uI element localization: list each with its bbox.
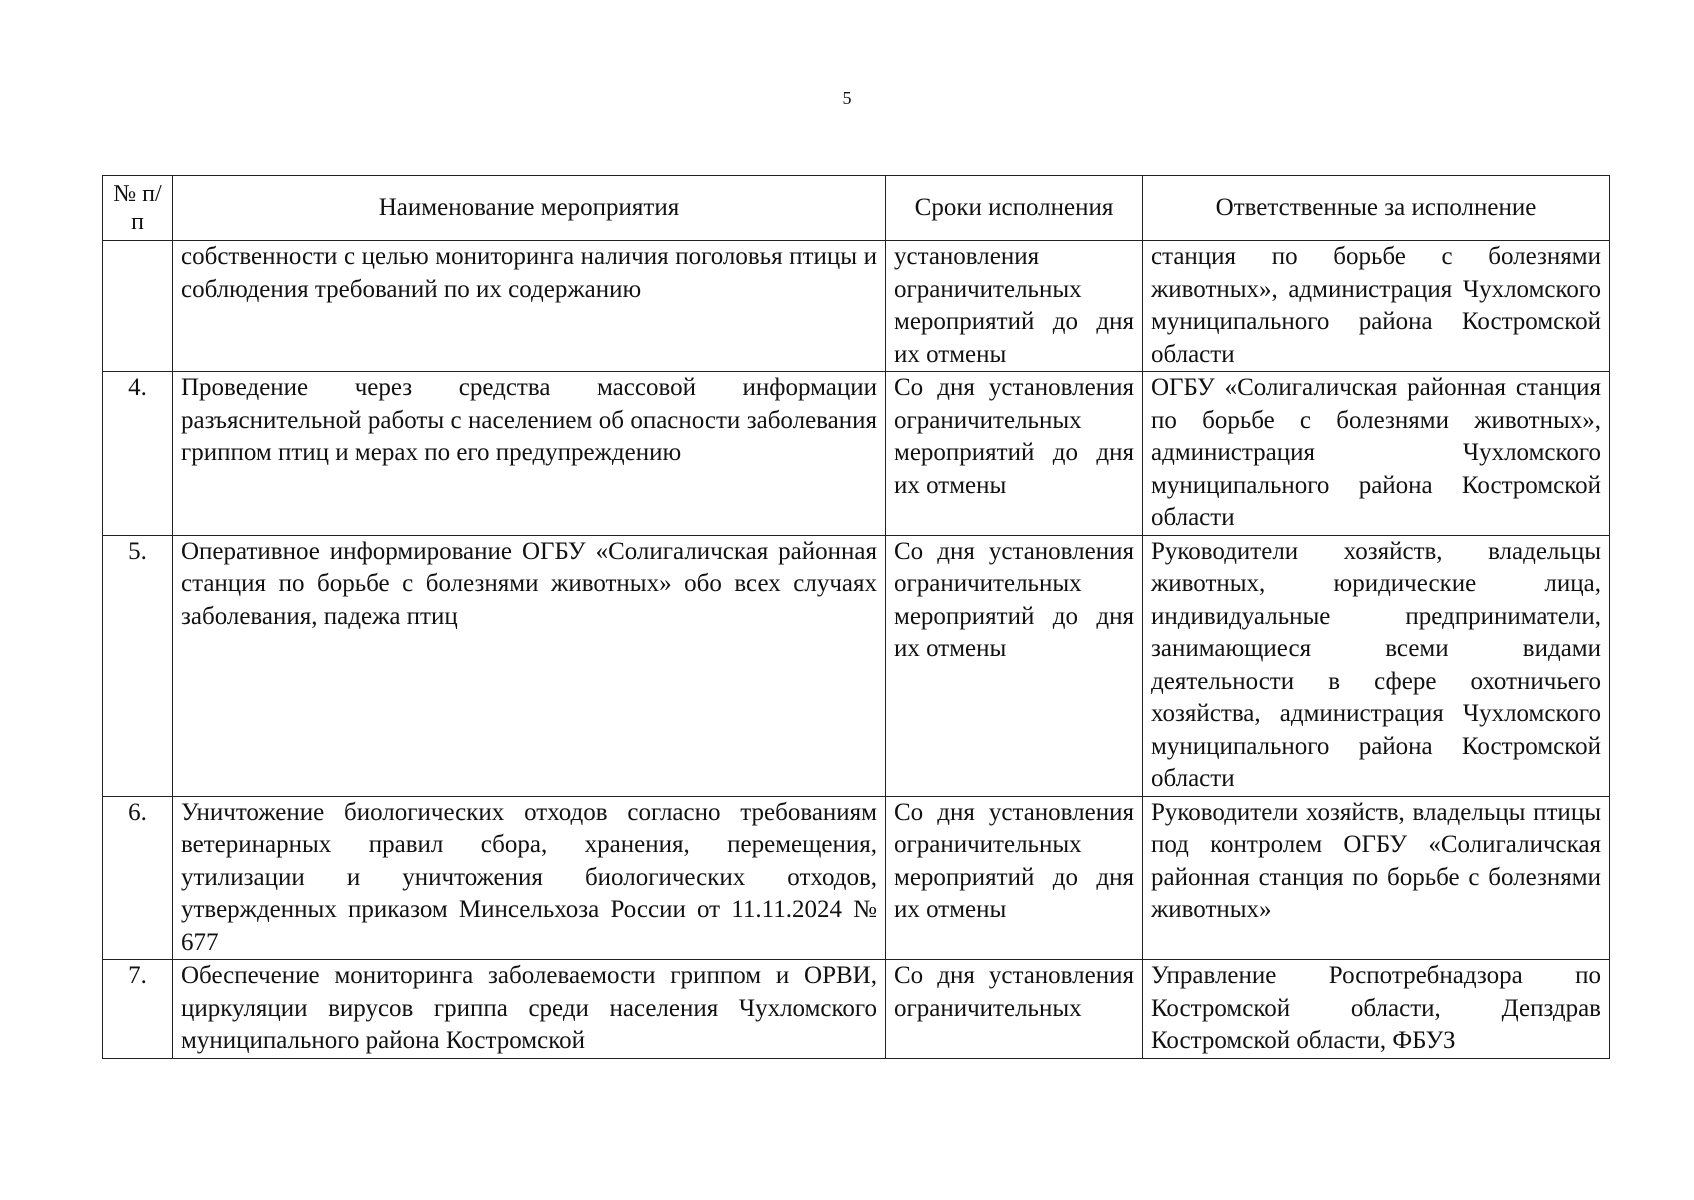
- deadline-cell: Со дня установления ограничительных мероприятий до дня их отмены: [886, 796, 1143, 960]
- table-row: [103, 535, 1610, 796]
- deadline-cell: Со дня установления ограничительных мероприятий до дня их отмены: [886, 372, 1143, 536]
- activity-name: собственности с целью мониторинга наличия поголовья птицы и соблюдения требований по их содержанию: [173, 241, 886, 372]
- deadline-cell: установления ограничительных мероприятий до дня их отмены: [886, 241, 1143, 372]
- table-header-row: [103, 176, 1610, 241]
- header-number: № п/п: [103, 176, 173, 241]
- table-row: [103, 372, 1610, 536]
- activity-name: Уничтожение биологических отходов согласно требованиям ветеринарных правил сбора, хранения, перемещения, утилизации и уничтожения биологических отходов, утвержденных приказом Минсельхоза России от 11.11.2024 № 677: [173, 796, 886, 960]
- page-number: 5: [842, 88, 852, 108]
- activities-table: [102, 175, 1610, 1059]
- row-number: 6.: [103, 796, 173, 960]
- responsible-cell: Руководители хозяйств, владельцы птицы под контролем ОГБУ «Солигаличская районная станция по борьбе с болезнями животных»: [1143, 796, 1610, 960]
- row-number: 7.: [103, 960, 173, 1059]
- deadline-cell: Со дня установления ограничительных: [886, 960, 1143, 1059]
- responsible-cell: станция по борьбе с болезнями животных», администрация Чухломского муниципального района Костромской области: [1143, 241, 1610, 372]
- activity-name: Обеспечение мониторинга заболеваемости гриппом и ОРВИ, циркуляции вирусов гриппа среди населения Чухломского муниципального района Костромской: [173, 960, 886, 1059]
- activity-name: Проведение через средства массовой информации разъяснительной работы с населением об опасности заболевания гриппом птиц и мерах по его предупреждению: [173, 372, 886, 536]
- activity-name: Оперативное информирование ОГБУ «Солигаличская районная станция по борьбе с болезнями животных» обо всех случаях заболевания, падежа птиц: [173, 535, 886, 796]
- table-row: [103, 960, 1610, 1059]
- header-name: Наименование мероприятия: [173, 176, 886, 241]
- responsible-cell: Управление Роспотребнадзора по Костромской области, Депздрав Костромской области, ФБУЗ: [1143, 960, 1610, 1059]
- table-body: [103, 241, 1610, 1059]
- responsible-cell: Руководители хозяйств, владельцы животных, юридические лица, индивидуальные предприниматели, занимающиеся всеми видами деятельности в сфере охотничьего хозяйства, администрация Чухломского муниципального района Костромской области: [1143, 535, 1610, 796]
- row-number: [103, 241, 173, 372]
- table-row: [103, 241, 1610, 372]
- row-number: 4.: [103, 372, 173, 536]
- table-row: [103, 796, 1610, 960]
- responsible-cell: ОГБУ «Солигаличская районная станция по борьбе с болезнями животных», администрация Чухломского муниципального района Костромской области: [1143, 372, 1610, 536]
- deadline-cell: Со дня установления ограничительных мероприятий до дня их отмены: [886, 535, 1143, 796]
- row-number: 5.: [103, 535, 173, 796]
- header-responsible: Ответственные за исполнение: [1143, 176, 1610, 241]
- header-deadline: Сроки исполнения: [886, 176, 1143, 241]
